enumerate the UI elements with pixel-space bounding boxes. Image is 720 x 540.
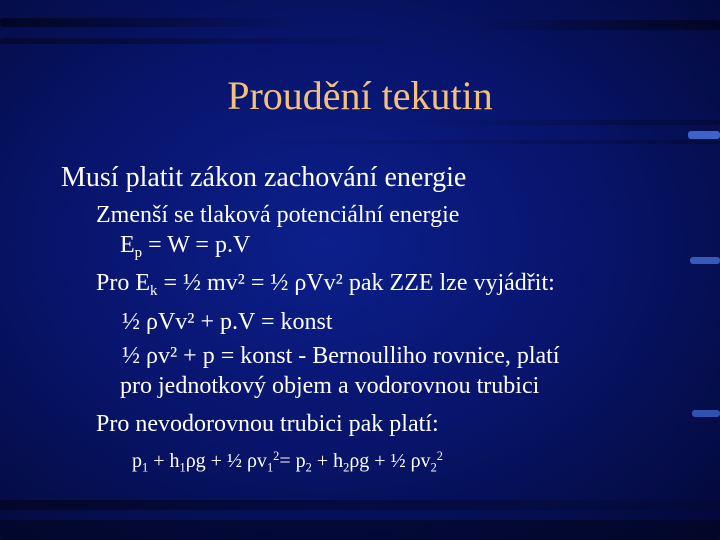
background-streak bbox=[0, 18, 300, 27]
background-streak bbox=[692, 410, 720, 417]
background-streak bbox=[400, 120, 720, 125]
formula-energy-sum: ½ ρVv² + p.V = konst bbox=[122, 309, 333, 335]
bullet-energy-conservation: Musí platit zákon zachování energie bbox=[61, 162, 467, 193]
formula-bernoulli-general: $p_1 + h_1\rho g$ + ½ $\rho v_1^2= p_2 + h_2\rho g$ + ½ $\rho v_2^2$ bbox=[132, 449, 443, 475]
background-streak bbox=[0, 500, 720, 510]
text-non-horizontal: Pro nevodorovnou trubici pak platí: bbox=[96, 411, 439, 437]
background-streak bbox=[250, 140, 720, 144]
text-pressure-energy: Zmenší se tlaková potenciální energie bbox=[96, 202, 460, 228]
background-streak bbox=[0, 38, 420, 44]
background-streak bbox=[0, 520, 720, 540]
text-kinetic-energy: Pro $E_k$ = ½ mv² = ½ ρVv² pak ZZE lze vyjádřit: bbox=[96, 270, 555, 300]
text-bernoulli-condition: pro jednotkový objem a vodorovnou trubici bbox=[120, 373, 540, 399]
background-streak bbox=[690, 257, 720, 264]
background-streak bbox=[688, 131, 720, 139]
formula-ep: $E_p = W = p.V$ bbox=[120, 232, 251, 262]
formula-bernoulli: ½ ρv² + p = konst - Bernoulliho rovnice, platí bbox=[122, 343, 560, 369]
background-streak bbox=[470, 20, 720, 30]
slide-title: Proudění tekutin bbox=[227, 73, 493, 118]
